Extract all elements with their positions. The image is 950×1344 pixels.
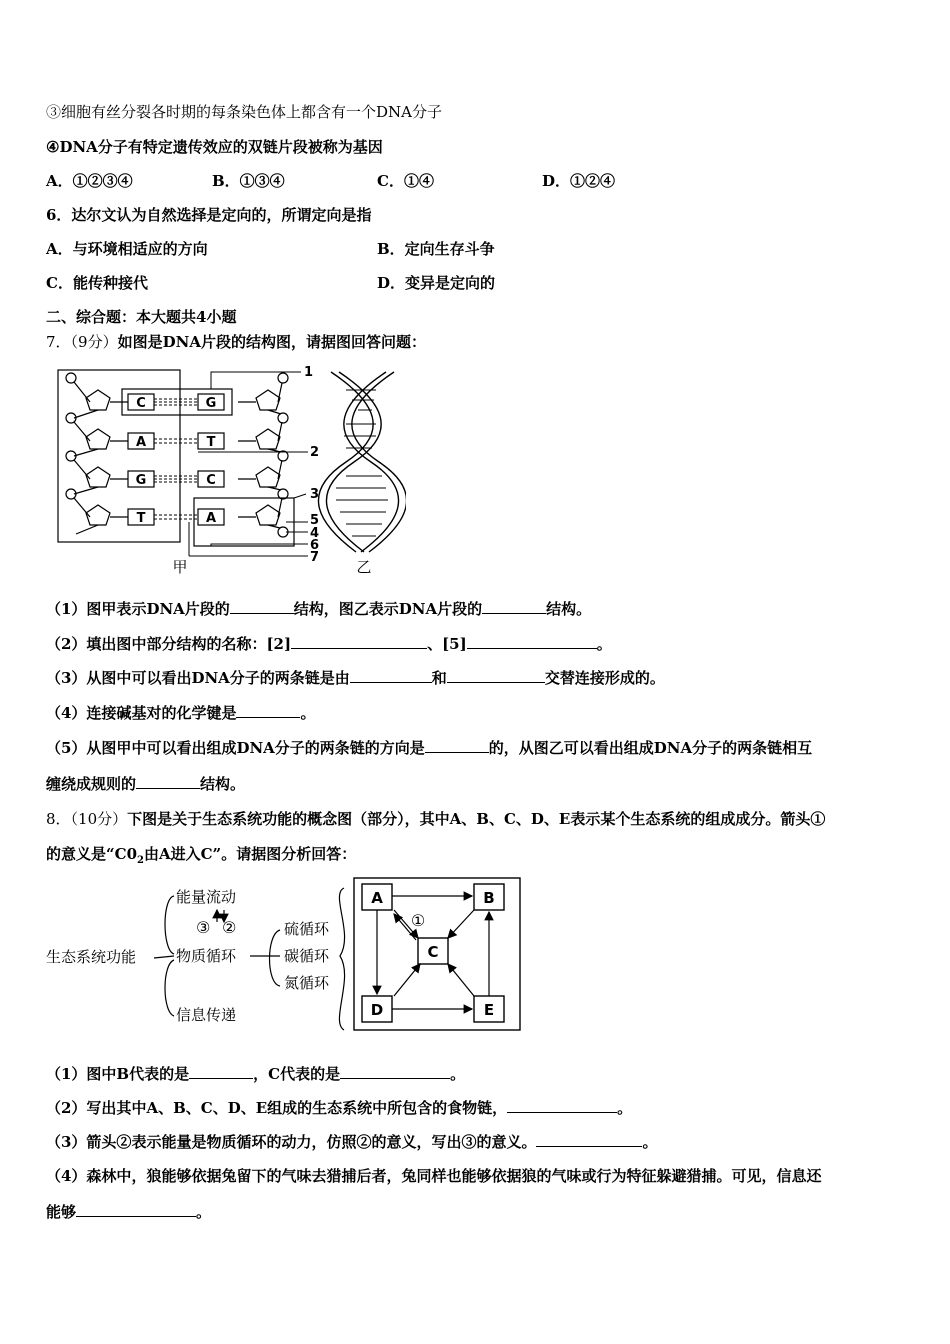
- q7-sub3-text-c: 交替连接形成的。: [544, 669, 665, 687]
- q8-sub4-text-b: 能够: [46, 1203, 77, 1221]
- q8-sub4: [46, 1165, 821, 1186]
- q8-sub2-blank[interactable]: [507, 1098, 617, 1113]
- q7-sub1-blank-2[interactable]: [482, 599, 546, 614]
- dna-structure-figure: [46, 362, 406, 576]
- callout-5: 5: [310, 513, 320, 528]
- q6-option-b: B．定向生存斗争: [377, 240, 495, 258]
- base-left-1: C: [136, 396, 146, 411]
- q7-sub1: [46, 598, 591, 619]
- callout-6: 6: [310, 538, 320, 553]
- q8-stem-subscript: 2: [137, 855, 144, 866]
- q5-item4: ④DNA分子有特定遗传效应的双链片段被称为基因: [46, 138, 383, 156]
- q8-stem-2b: 由A进入C”。请据图分析回答：: [143, 845, 357, 863]
- node-e: E: [483, 1001, 495, 1019]
- base-right-4: A: [205, 511, 217, 526]
- q8-sub1-text-a: （1）图中B代表的是: [46, 1065, 190, 1083]
- base-right-1: G: [205, 396, 217, 411]
- q8-sub2: [46, 1097, 632, 1118]
- concept-root: 生态系统功能: [46, 948, 137, 966]
- q5-option-c: C．①④: [377, 172, 434, 190]
- label-jia: 甲: [172, 558, 188, 576]
- q7-sub1-text-c: 结构。: [546, 600, 592, 618]
- q7-sub4: [46, 702, 315, 723]
- base-left-4: T: [136, 511, 146, 526]
- q8-sub3-blank[interactable]: [536, 1132, 642, 1147]
- q8-stem-line2: [46, 843, 356, 866]
- q7-sub2-text-c: 。: [596, 635, 612, 653]
- q7-number: 7．: [46, 333, 71, 351]
- callout-3: 3: [310, 487, 320, 502]
- concept-energy-flow: 能量流动: [176, 888, 237, 906]
- base-right-2: T: [206, 435, 216, 450]
- q7-sub2-blank-2[interactable]: [467, 634, 597, 649]
- q7-sub2-blank-1[interactable]: [291, 634, 427, 649]
- arrow-1-label: ①: [410, 911, 426, 930]
- q8-sub1-text-b: ，C代表的是: [253, 1065, 341, 1083]
- section-heading: 二、综合题：本大题共4小题: [46, 308, 237, 326]
- q7-sub2-text-a: （2）填出图中部分结构的名称：[2]: [46, 635, 292, 653]
- label-yi: 乙: [356, 558, 372, 576]
- q7-sub5-blank-2[interactable]: [136, 774, 200, 789]
- concept-sulfur-cycle: 硫循环: [284, 920, 330, 938]
- q8-sub4-cont: [46, 1201, 211, 1222]
- q5-option-a: A．①②③④: [46, 172, 133, 190]
- q6-stem: 6．达尔文认为自然选择是定向的，所谓定向是指: [46, 206, 372, 224]
- arrow-2-label: ②: [222, 918, 237, 937]
- q7-sub5-text-c: 缠绕成规则的: [46, 775, 137, 793]
- concept-carbon-cycle: 碳循环: [284, 947, 330, 965]
- q8-sub3-text-b: 。: [642, 1133, 658, 1151]
- q7-score: （9分）: [70, 333, 118, 351]
- q6-option-a: A．与环境相适应的方向: [46, 240, 208, 258]
- q8-sub1-blank-2[interactable]: [340, 1064, 450, 1079]
- q8-sub4-blank[interactable]: [76, 1202, 196, 1217]
- q8-sub2-text-b: 。: [617, 1099, 633, 1117]
- q7-stem-line: [46, 331, 426, 352]
- q5-item3: ③细胞有丝分裂各时期的每条染色体上都含有一个DNA分子: [46, 103, 442, 121]
- q7-sub5-blank-1[interactable]: [425, 738, 489, 753]
- q7-sub3-text-a: （3）从图中可以看出DNA分子的两条链是由: [46, 669, 350, 687]
- q8-sub1-text-c: 。: [450, 1065, 466, 1083]
- q7-sub4-text-a: （4）连接碱基对的化学键是: [46, 704, 237, 722]
- q8-sub2-text-a: （2）写出其中A、B、C、D、E组成的生态系统中所包含的食物链，: [46, 1099, 508, 1117]
- q5-option-d: D．①②④: [542, 172, 616, 190]
- q7-sub4-text-b: 。: [300, 704, 316, 722]
- q7-sub3-text-b: 和: [431, 669, 447, 687]
- q8-sub4-text-c: 。: [196, 1203, 212, 1221]
- q7-sub2-text-b: 、[5]: [427, 635, 467, 653]
- q7-sub3: [46, 667, 665, 688]
- base-right-3: C: [206, 473, 216, 488]
- q8-sub3: [46, 1131, 657, 1152]
- q8-stem-line1: [46, 808, 825, 829]
- q8-stem-2a: 的意义是“C0: [46, 845, 138, 863]
- q7-sub5-text-b: 的，从图乙可以看出组成DNA分子的两条链相互: [488, 739, 813, 757]
- concept-info-transfer: 信息传递: [176, 1006, 237, 1024]
- q5-option-b: B．①③④: [212, 172, 285, 190]
- q8-number: 8．: [46, 810, 71, 828]
- q8-sub1: [46, 1063, 465, 1084]
- q6-option-c: C．能传种接代: [46, 274, 148, 292]
- callout-1: 1: [304, 365, 314, 380]
- q6-option-d: D．变异是定向的: [377, 274, 496, 292]
- q7-sub3-blank-2[interactable]: [447, 668, 545, 683]
- q7-sub1-blank-1[interactable]: [230, 599, 294, 614]
- q8-sub3-text-a: （3）箭头②表示能量是物质循环的动力，仿照②的意义，写出③的意义。: [46, 1133, 537, 1151]
- q7-sub1-text-b: 结构，图乙表示DNA片段的: [293, 600, 483, 618]
- q7-sub2: [46, 633, 612, 654]
- callout-2: 2: [310, 445, 320, 460]
- q7-stem: 如图是DNA片段的结构图，请据图回答问题：: [117, 333, 426, 351]
- callout-4: 4: [310, 526, 320, 541]
- q8-sub1-blank-1[interactable]: [189, 1064, 253, 1079]
- base-left-2: A: [135, 435, 147, 450]
- node-d: D: [370, 1001, 384, 1019]
- q7-sub5: [46, 737, 812, 758]
- q7-sub3-blank-1[interactable]: [350, 668, 432, 683]
- concept-matter-cycle: 物质循环: [176, 947, 237, 965]
- q7-sub4-blank[interactable]: [236, 703, 300, 718]
- ecosystem-concept-map: [44, 874, 534, 1046]
- q7-sub5-text-a: （5）从图甲中可以看出组成DNA分子的两条链的方向是: [46, 739, 425, 757]
- q7-sub5-text-d: 结构。: [200, 775, 246, 793]
- node-b: B: [483, 889, 495, 907]
- q8-sub4-text-a: （4）森林中，狼能够依据兔留下的气味去猎捕后者，兔同样也能够依据狼的气味或行为特征躲避猎捕。可见，信息还: [46, 1167, 822, 1185]
- q7-sub5-cont: [46, 773, 245, 794]
- arrow-3-label: ③: [196, 918, 211, 937]
- concept-nitrogen-cycle: 氮循环: [284, 974, 330, 992]
- q8-score: （10分）: [70, 810, 128, 828]
- base-left-3: G: [135, 473, 147, 488]
- callout-7: 7: [310, 550, 320, 565]
- q7-sub1-text-a: （1）图甲表示DNA片段的: [46, 600, 230, 618]
- q8-stem-1: 下图是关于生态系统功能的概念图（部分），其中A、B、C、D、E表示某个生态系统的组成成分。箭头①: [127, 810, 826, 828]
- node-c: C: [427, 943, 439, 961]
- node-a: A: [371, 889, 383, 907]
